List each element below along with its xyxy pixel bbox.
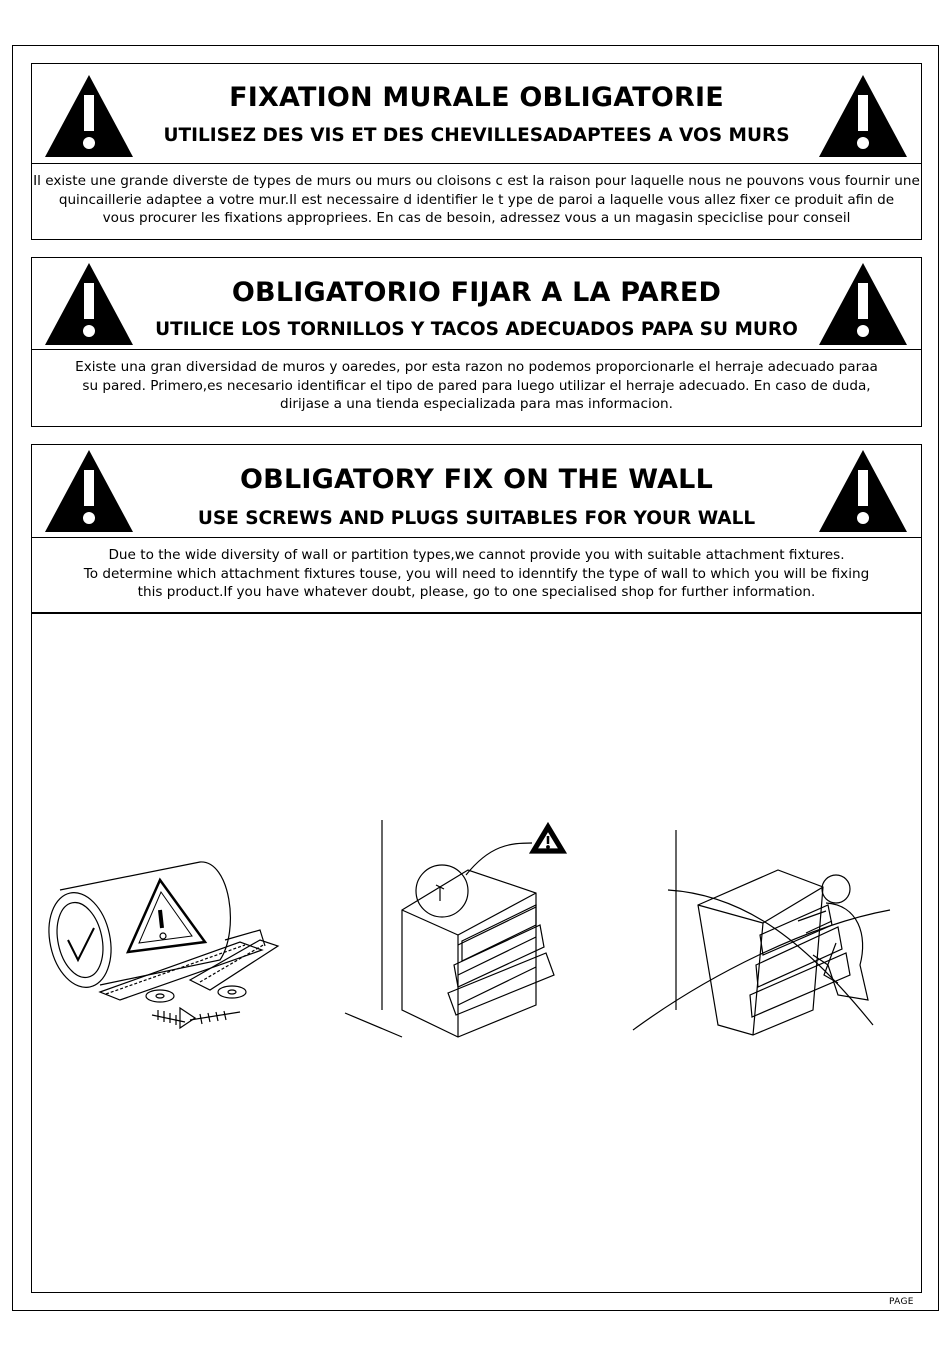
- warning-body-line: Existe una gran diversidad de muros y oaredes, por esta razon no podemos proporcionarle el herraje adecuado paraa: [75, 359, 878, 375]
- warning-body: [32, 538, 921, 602]
- warning-body-line: Due to the wide diversity of wall or partition types,we cannot provide you with suitable attachment fixtures.: [108, 547, 845, 563]
- warning-body-line: this product.If you have whatever doubt, please, go to one specialised shop for further information.: [137, 584, 816, 600]
- warning-body-line: quincaillerie adaptee a votre mur.Il est necessaire d identifier le t ype de paroi a laquelle vous allez fixer ce produit afin de: [58, 191, 895, 208]
- warning-body-line: vous procurer les fixations appropriees. En cas de besoin, adressez vous a un magasin speciclise pour conseil: [102, 210, 851, 226]
- dresser-tipping-prohibited-illustration: [628, 825, 898, 1040]
- warning-subtitle: UTILICE LOS TORNILLOS Y TACOS ADECUADOS PAPA SU MURO: [155, 319, 798, 340]
- warning-title: FIXATION MURALE OBLIGATORIE: [229, 82, 724, 113]
- warning-body-line: dirijase a una tienda especializada para mas informacion.: [280, 396, 673, 412]
- warning-block-spanish: [31, 257, 922, 427]
- warning-block-english: [31, 444, 922, 614]
- wall-fixing-kit-illustration: [40, 850, 290, 1040]
- page-label: PAGE: [889, 1297, 914, 1307]
- warning-title: OBLIGATORIO FIJAR A LA PARED: [231, 277, 722, 308]
- warning-subtitle: USE SCREWS AND PLUGS SUITABLES FOR YOUR WALL: [197, 508, 756, 529]
- warning-body-line: Il existe une grande diverste de types de murs ou murs ou cloisons c est la raison pour laquelle nous ne pouvons vous fournir une: [33, 173, 920, 189]
- warning-body: [32, 350, 921, 414]
- warning-triangle-icon: [817, 448, 909, 534]
- warning-subtitle: UTILISEZ DES VIS ET DES CHEVILLESADAPTEES A VOS MURS: [163, 125, 790, 146]
- warning-triangle-icon: [817, 73, 909, 159]
- warning-body-line: su pared. Primero,es necesario identificar el tipo de pared para luego utilizar el herraje adecuado. En caso de duda,: [82, 377, 871, 394]
- warning-body-line: To determine which attachment fixtures touse, you will need to idenntify the type of wall to which you will be fixing: [83, 565, 870, 582]
- warning-triangle-icon: [817, 261, 909, 347]
- dresser-wall-fixing-illustration: [340, 815, 580, 1040]
- warning-block-french: [31, 63, 922, 240]
- warning-body: [32, 164, 921, 228]
- warning-title: OBLIGATORY FIX ON THE WALL: [240, 464, 713, 495]
